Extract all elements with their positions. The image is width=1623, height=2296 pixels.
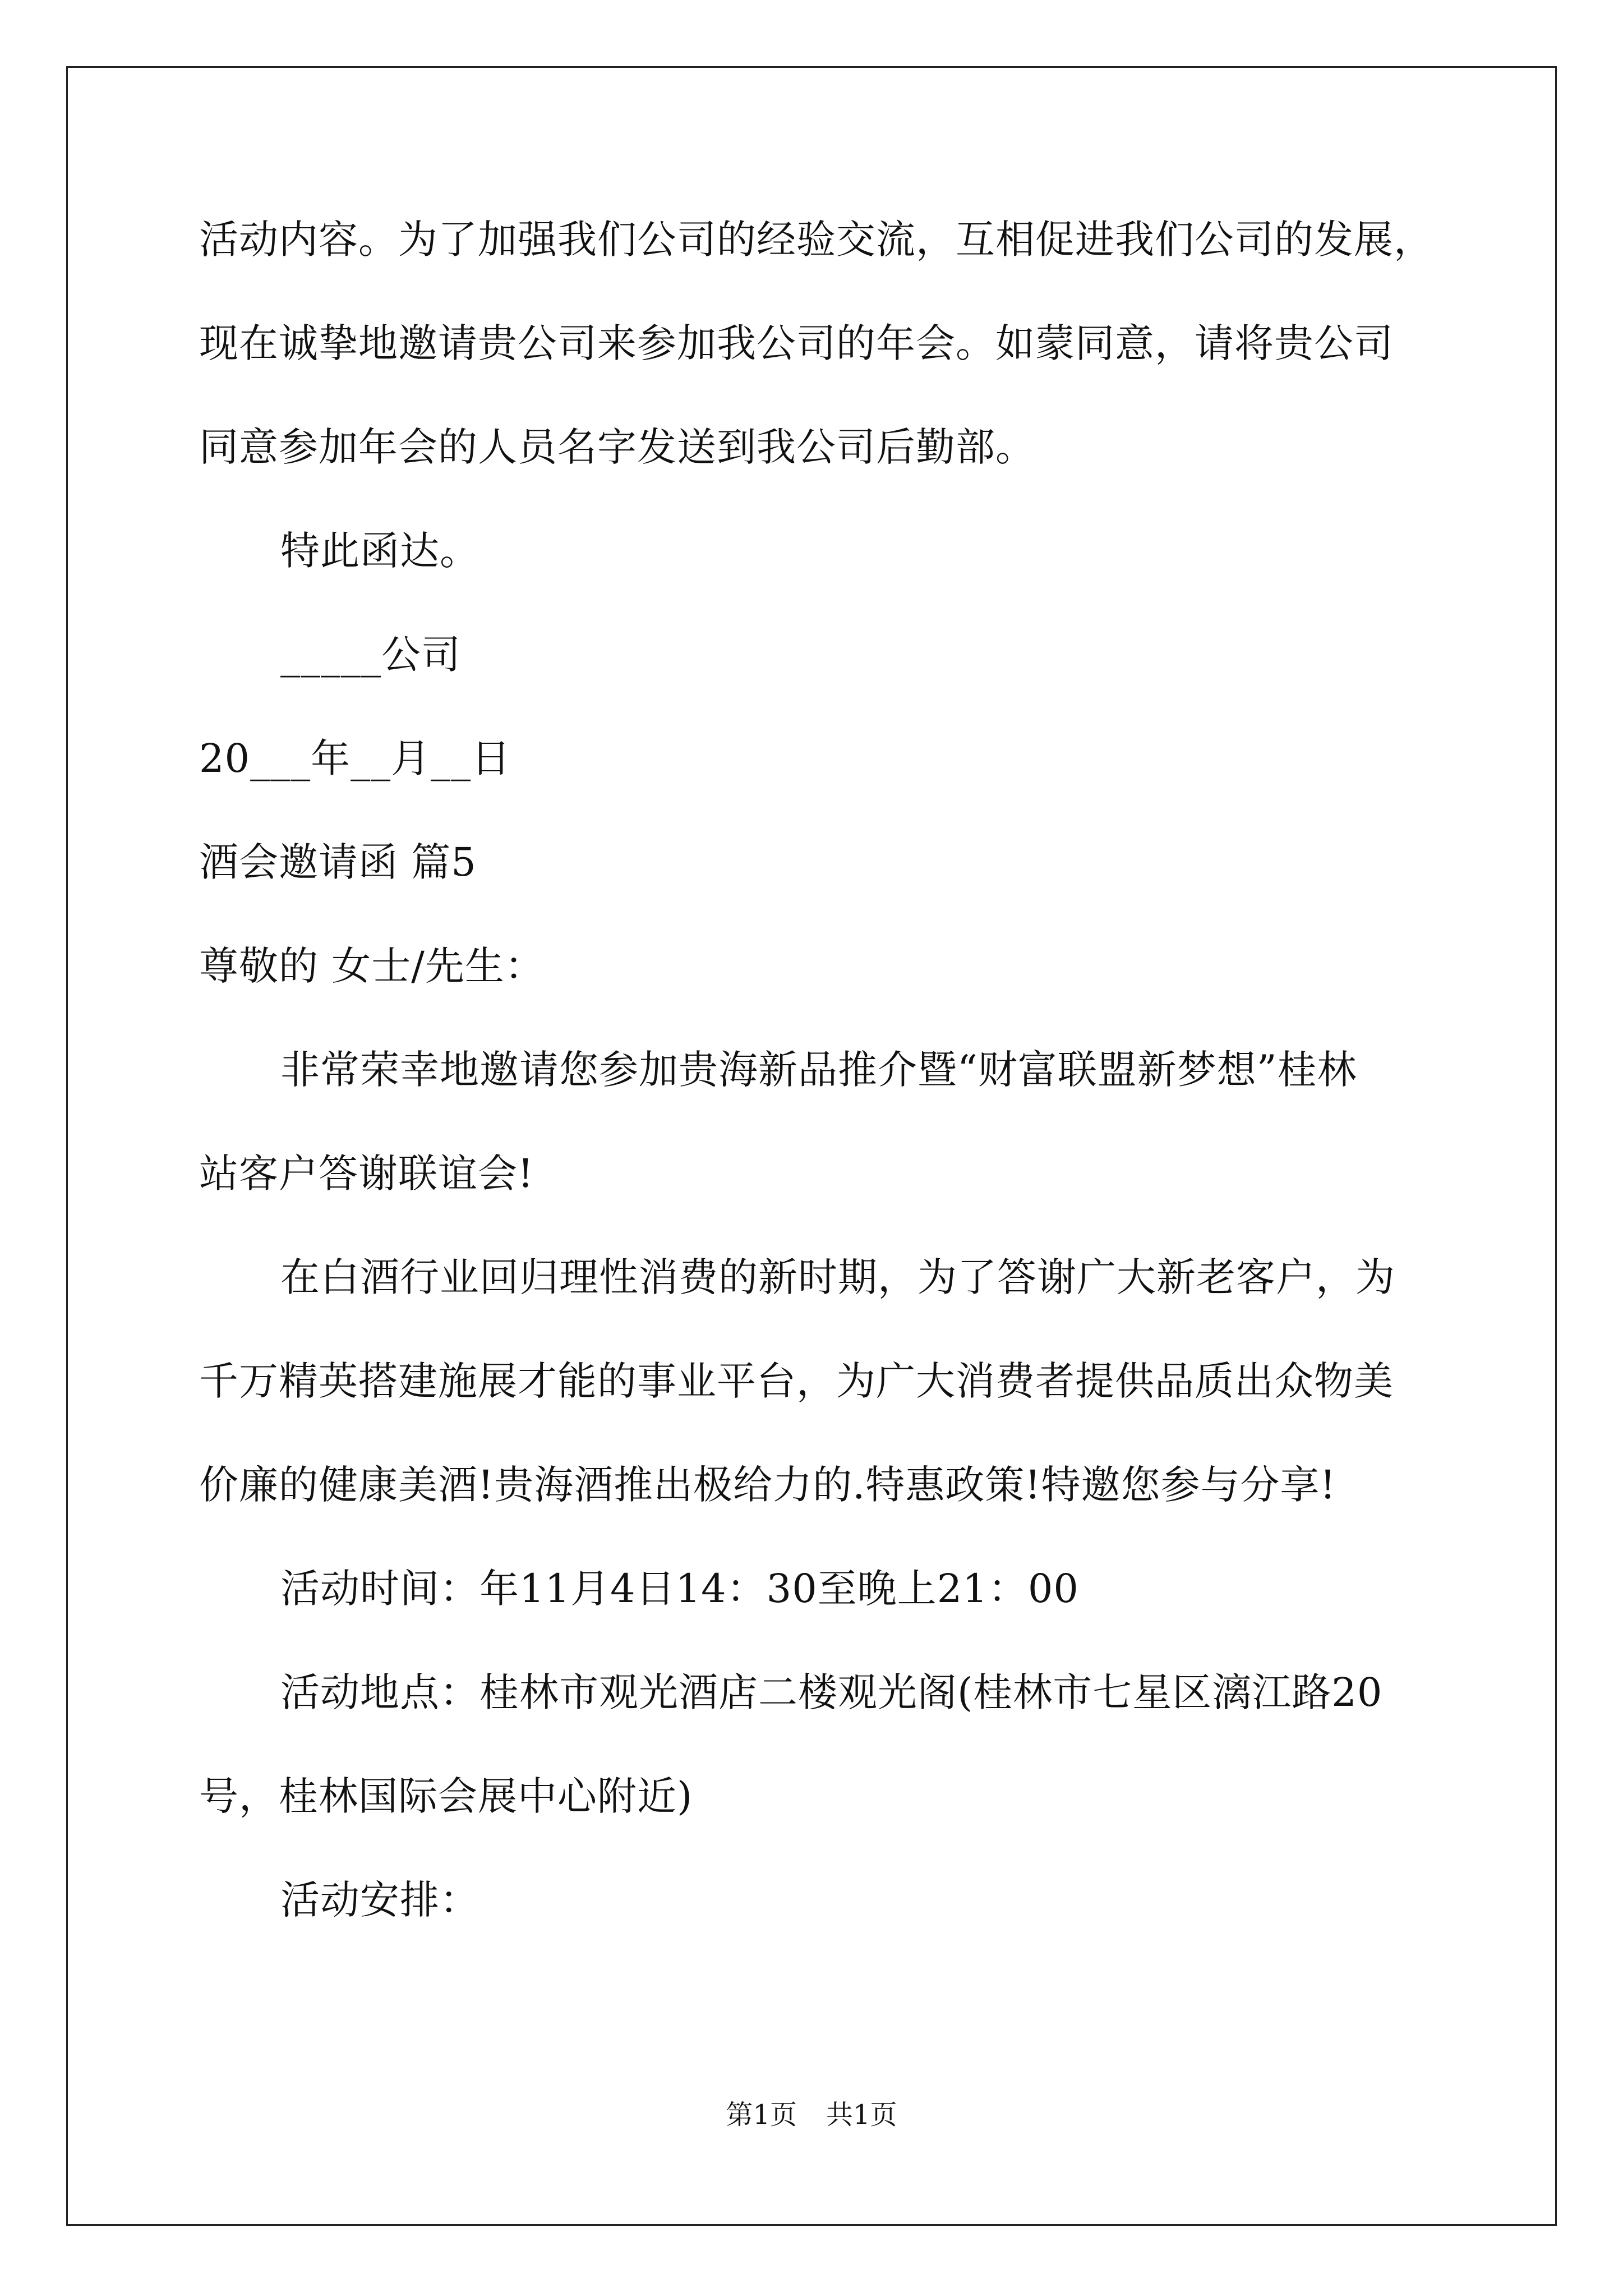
closing-phrase: 特此函达。 <box>280 528 479 574</box>
signature-company: _____公司 <box>280 632 461 678</box>
event-location-continued: 号，桂林国际会展中心附近) <box>199 1773 693 1819</box>
text-line: 价廉的健康美酒!贵海酒推出极给力的.特惠政策!特邀您参与分享! <box>199 1462 1336 1508</box>
text-line: 非常荣幸地邀请您参加贵海新品推介暨“财富联盟新梦想”桂林 <box>280 1047 1357 1093</box>
event-arrangement-heading: 活动安排： <box>280 1877 479 1923</box>
signature-date: 20___年__月__日 <box>199 735 511 781</box>
text-line: 千万精英搭建施展才能的事业平台，为广大消费者提供品质出众物美 <box>199 1358 1394 1404</box>
section-heading: 酒会邀请函 篇5 <box>199 839 477 885</box>
text-line: 站客户答谢联谊会! <box>199 1151 534 1197</box>
event-location: 活动地点：桂林市观光酒店二楼观光阁(桂林市七星区漓江路20 <box>280 1669 1383 1715</box>
text-line: 同意参加年会的人员名字发送到我公司后勤部。 <box>199 424 1035 470</box>
page-footer <box>0 2098 1623 2132</box>
text-line: 在白酒行业回归理性消费的新时期，为了答谢广大新老客户，为 <box>280 1254 1395 1300</box>
page-number: 第1页 <box>726 2099 797 2131</box>
text-line: 活动内容。为了加强我们公司的经验交流，互相促进我们公司的发展， <box>199 217 1433 263</box>
text-line: 现在诚挚地邀请贵公司来参加我公司的年会。如蒙同意，请将贵公司 <box>199 320 1394 366</box>
event-time: 活动时间：年11月4日14：30至晚上21：00 <box>280 1566 1079 1612</box>
salutation: 尊敬的 女士/先生： <box>199 943 545 989</box>
page-total: 共1页 <box>826 2099 897 2131</box>
